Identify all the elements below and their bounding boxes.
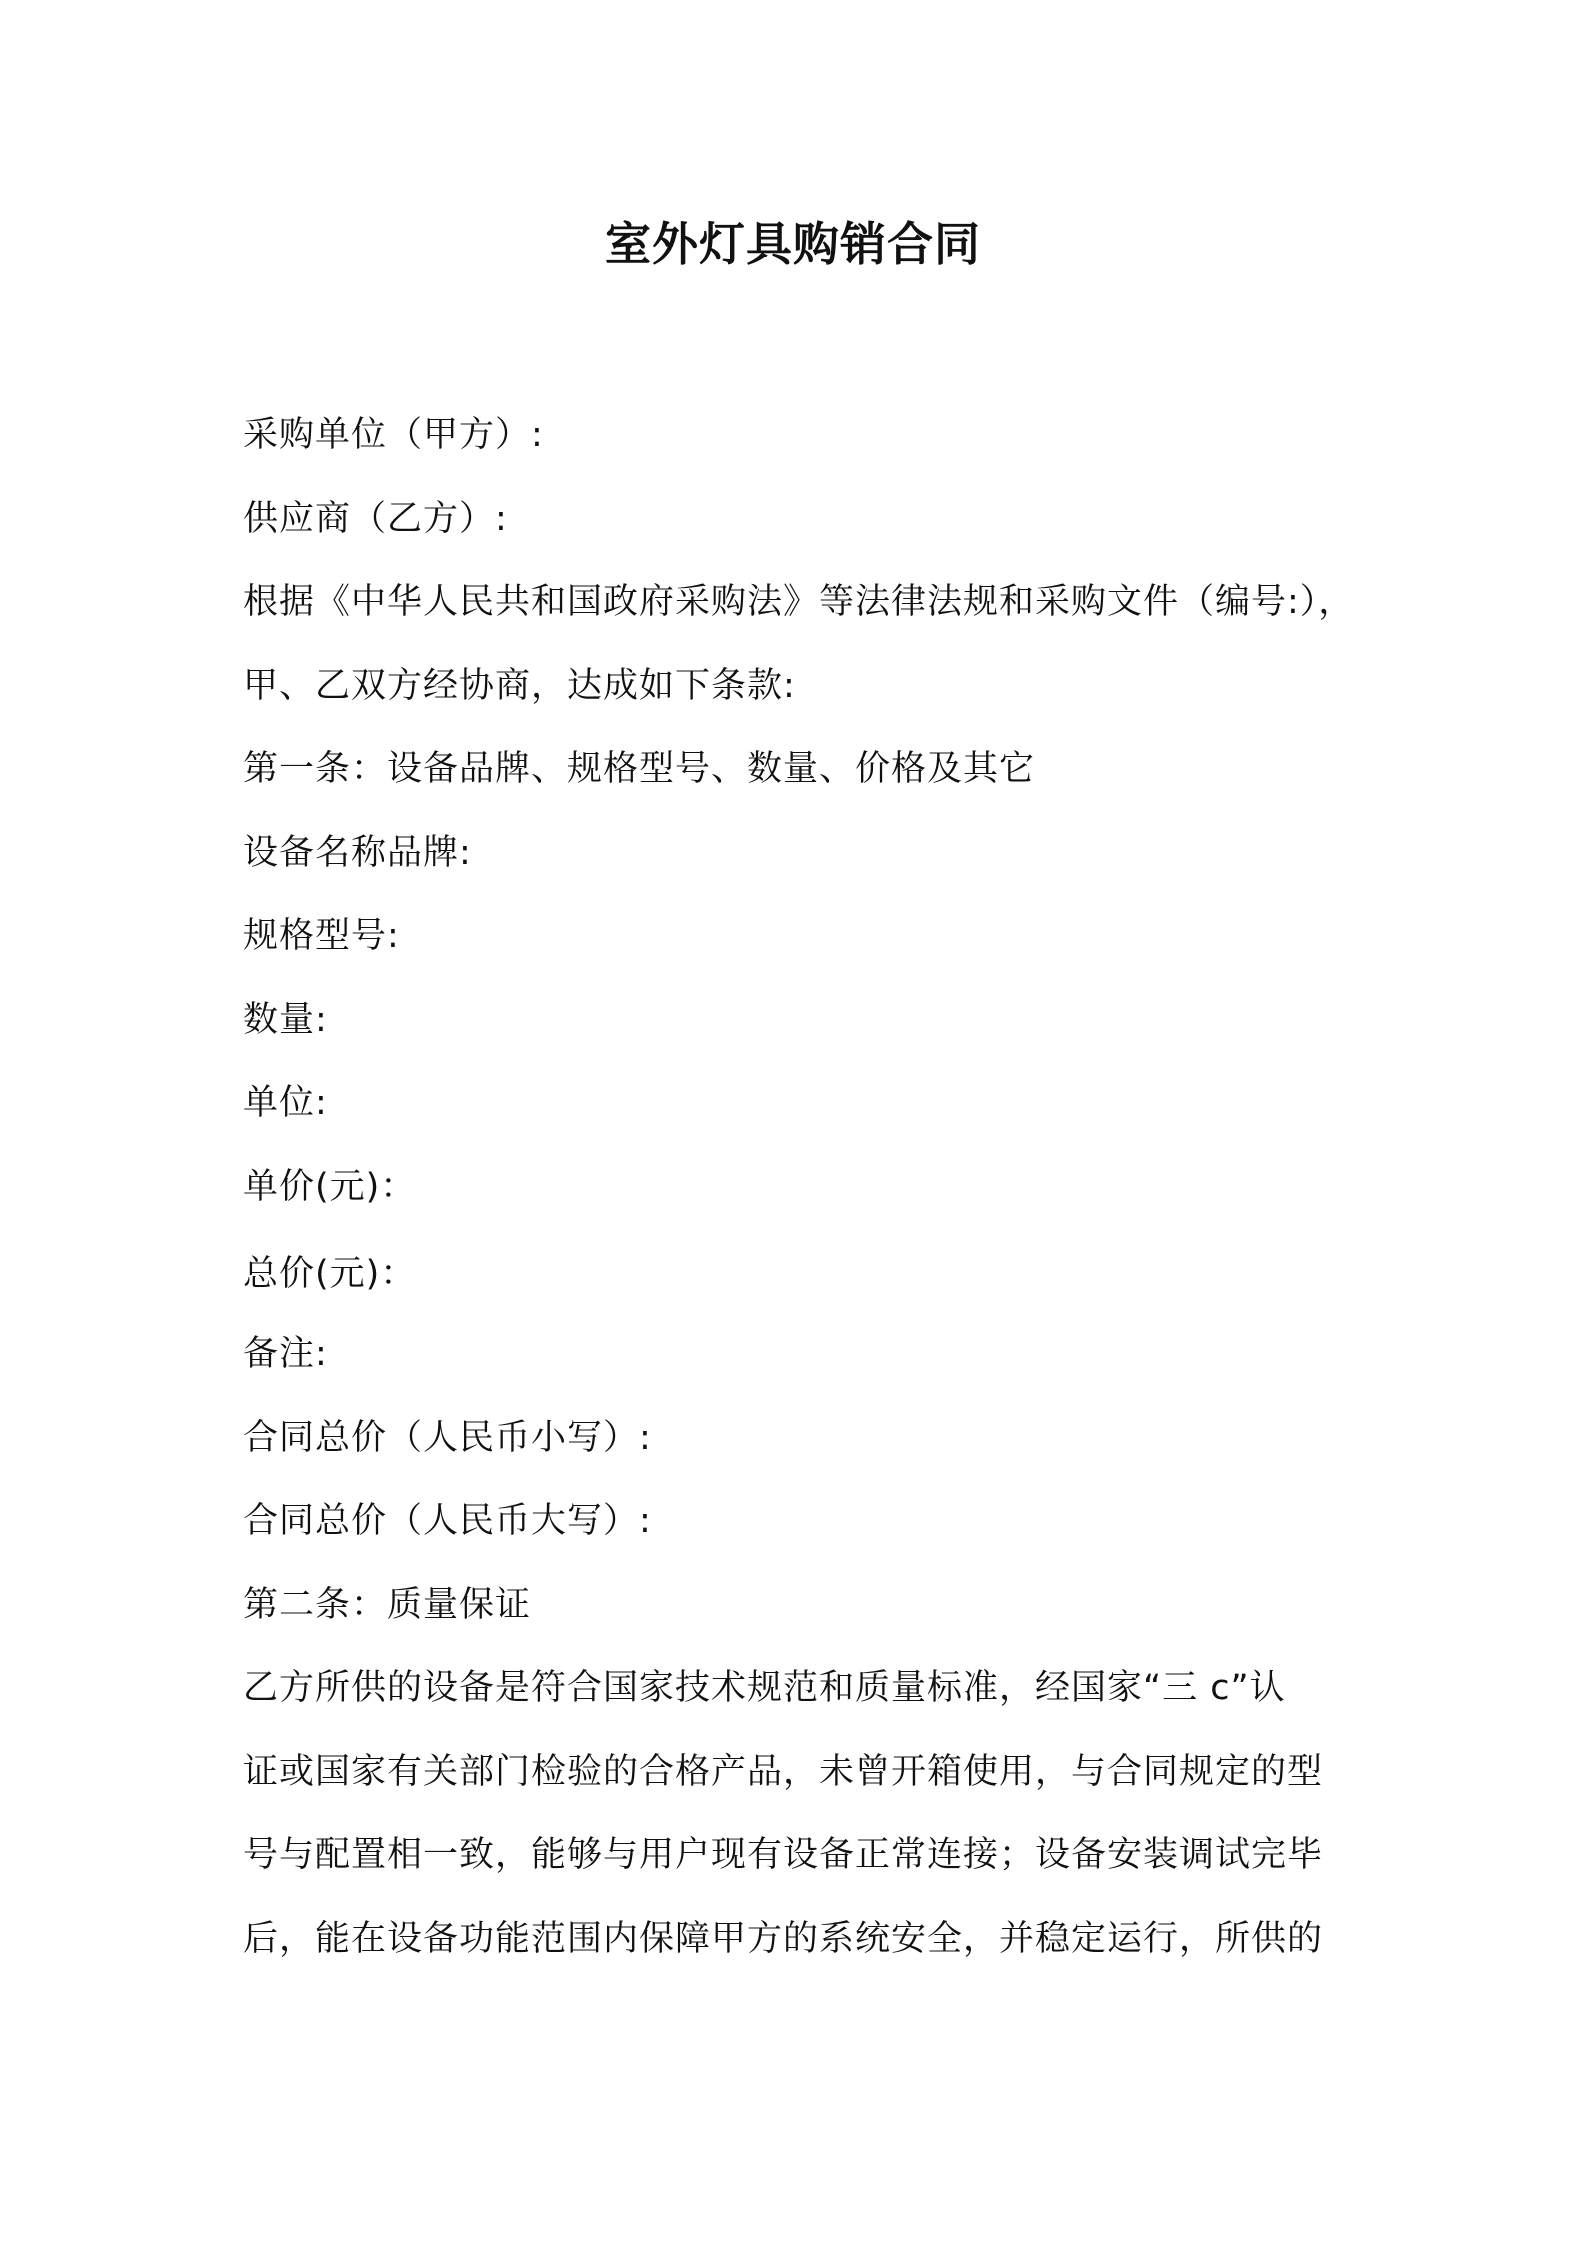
intro-line-1: 根据《中华人民共和国政府采购法》等法律法规和采购文件（编号:）， bbox=[243, 582, 1355, 622]
article-1-heading: 第一条：设备品牌、规格型号、数量、价格及其它 bbox=[243, 749, 1036, 789]
total-upper-field: 合同总价（人民币大写）: bbox=[243, 1501, 652, 1541]
purchaser-field: 采购单位（甲方）: bbox=[243, 415, 544, 455]
article-2-para-line-4: 后，能在设备功能范围内保障甲方的系统安全，并稳定运行，所供的 bbox=[243, 1919, 1324, 1959]
document-title: 室外灯具购销合同 bbox=[605, 217, 981, 271]
unit-field: 单位: bbox=[243, 1083, 328, 1123]
total-price-field: 总价(元)： bbox=[243, 1254, 417, 1294]
equipment-brand-field: 设备名称品牌: bbox=[243, 833, 472, 873]
article-2-para-line-3: 号与配置相一致，能够与用户现有设备正常连接；设备安装调试完毕 bbox=[243, 1835, 1324, 1875]
intro-line-2: 甲、乙双方经协商，达成如下条款: bbox=[243, 666, 796, 706]
quantity-field: 数量: bbox=[243, 1000, 328, 1040]
supplier-field: 供应商（乙方）: bbox=[243, 499, 508, 539]
article-2-para-line-2: 证或国家有关部门检验的合格产品，未曾开箱使用，与合同规定的型 bbox=[243, 1752, 1324, 1792]
unit-price-field: 单价(元)： bbox=[243, 1167, 417, 1207]
article-2-heading: 第二条：质量保证 bbox=[243, 1585, 532, 1625]
model-field: 规格型号: bbox=[243, 916, 400, 956]
total-lower-field: 合同总价（人民币小写）: bbox=[243, 1418, 652, 1458]
article-2-para-line-1: 乙方所供的设备是符合国家技术规范和质量标准，经国家“三 c”认 bbox=[243, 1668, 1286, 1708]
remarks-field: 备注: bbox=[243, 1334, 328, 1374]
